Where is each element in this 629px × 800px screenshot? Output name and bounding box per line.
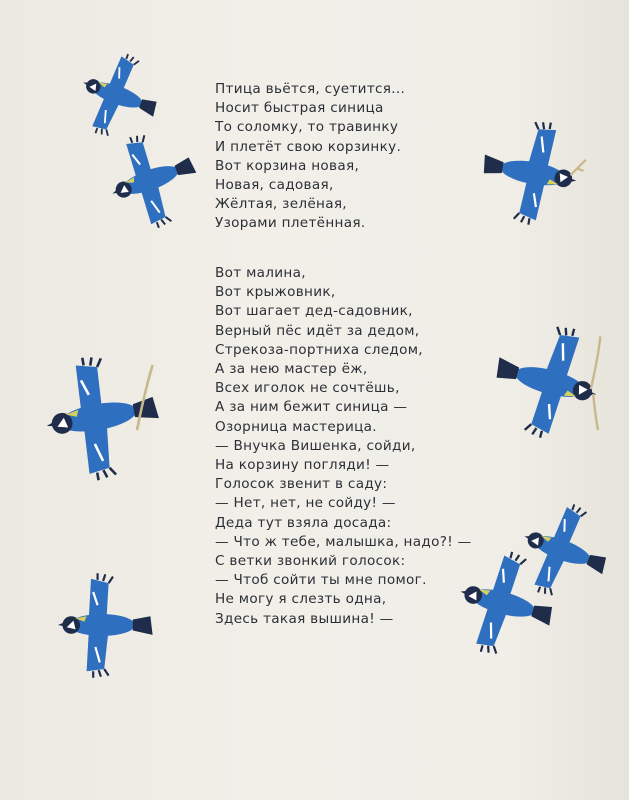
poem-line: То соломку, то травинку	[215, 119, 399, 136]
poem-stanza-2	[215, 264, 471, 629]
poem-line: Здесь такая вышина! —	[215, 610, 394, 627]
poem-line: — Чтоб сойти ты мне помог.	[215, 572, 427, 589]
poem-line: Новая, садовая,	[215, 177, 334, 194]
poem-line: Носит быстрая синица	[215, 100, 384, 117]
poem-line: Деда тут взяла досада:	[215, 514, 392, 531]
titmouse-illustration	[448, 548, 558, 658]
poem-line: Вот малина,	[215, 265, 306, 281]
poem-line: Не могу я слезть одна,	[215, 591, 387, 608]
titmouse-illustration	[72, 50, 162, 140]
poem-line: А за ним бежит синица —	[215, 399, 408, 416]
titmouse-with-twig-illustration	[490, 322, 610, 442]
poem-line: А за нею мастер ёж,	[215, 361, 368, 378]
titmouse-with-twig-illustration	[28, 352, 168, 482]
poem-line: Жёлтая, зелёная,	[215, 196, 347, 213]
poem-line: — Нет, нет, не сойду! —	[215, 495, 396, 512]
titmouse-illustration	[100, 130, 200, 230]
poem-line: — Что ж тебе, малышка, надо?! —	[215, 533, 472, 550]
poem-line: Вот корзина новая,	[215, 157, 360, 174]
poem-line: И плетёт свою корзинку.	[215, 138, 402, 155]
poem-line: Верный пёс идёт за дедом,	[215, 322, 420, 339]
twig-icon	[591, 336, 601, 430]
poem-line: Узорами плетённая.	[215, 215, 366, 232]
twig-icon	[137, 365, 153, 430]
poem-stanza-1	[215, 80, 405, 234]
poem-line: Птица вьётся, суетится...	[215, 81, 406, 97]
poem-line: Вот шагает дед-садовник,	[215, 303, 413, 320]
poem-line: С ветки звонкий голосок:	[215, 553, 406, 570]
poem-line: На корзину погляди! —	[215, 457, 390, 474]
poem-line: Стрекоза-портниха следом,	[215, 341, 423, 358]
titmouse-illustration	[32, 570, 172, 680]
poem-line: Голосок звенит в саду:	[215, 476, 388, 493]
poem-line: — Внучка Вишенка, сойди,	[215, 437, 416, 454]
poem-line: Всех иголок не сочтёшь,	[215, 380, 400, 397]
twig-icon	[570, 160, 585, 175]
titmouse-with-twig-illustration	[478, 118, 588, 228]
poem-line: Озорница мастерица.	[215, 418, 377, 435]
poem-line: Вот крыжовник,	[215, 284, 336, 301]
